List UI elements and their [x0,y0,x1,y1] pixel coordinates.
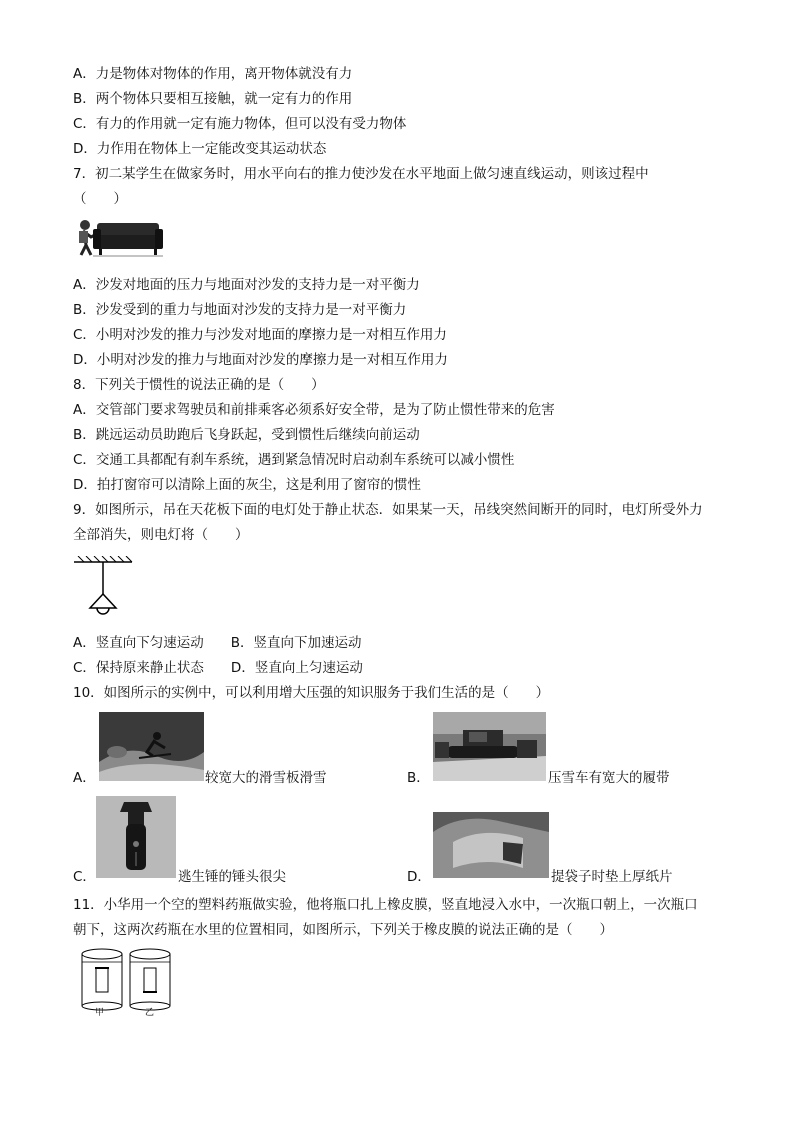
q10-option-d-letter: D． [407,869,431,885]
q7-option-c: C．小明对沙发的推力与沙发对地面的摩擦力是一对相互作用力 [73,327,447,343]
q9-options-row-1: A．竖直向下匀速运动 B．竖直向下加速运动 [73,635,362,651]
q9-options-row-2: C．保持原来静止状态 D．竖直向上匀速运动 [73,660,363,676]
q8-option-d: D．拍打窗帘可以清除上面的灰尘，这是利用了窗帘的惯性 [73,477,421,493]
q10-stem: 10．如图所示的实例中，可以利用增大压强的知识服务于我们生活的是（ ） [73,685,550,701]
label-yi: 乙 [145,1008,155,1018]
q11-stem-line-1: 11．小华用一个空的塑料药瓶做实验，他将瓶口扎上橡皮膜，竖直地浸入水中，一次瓶口朝上，一次瓶口 [73,897,698,913]
snow-groomer-photo [433,712,546,781]
q7-option-b: B．沙发受到的重力与地面对沙发的支持力是一对平衡力 [73,302,407,318]
label-jia: 甲 [95,1008,105,1018]
q10-option-c-text: 逃生锤的锤头很尖 [178,869,286,885]
q7-option-d: D．小明对沙发的推力与地面对沙发的摩擦力是一对相互作用力 [73,352,448,368]
sofa-push-illustration [75,215,165,263]
q8-option-a: A．交管部门要求驾驶员和前排乘客必须系好安全带，是为了防止惯性带来的危害 [73,402,555,418]
q9-stem-line-1: 9．如图所示，吊在天花板下面的电灯处于静止状态．如果某一天，吊线突然间断开的同时，电灯所受外力 [73,502,703,518]
q8-option-b: B．跳远运动员助跑后飞身跃起，受到惯性后继续向前运动 [73,427,420,443]
q7-stem-line-2: （ ） [73,191,127,207]
q6-option-b: B．两个物体只要相互接触，就一定有力的作用 [73,91,353,107]
q6-option-c: C．有力的作用就一定有施力物体，但可以没有受力物体 [73,116,407,132]
q10-option-b-text: 压雪车有宽大的履带 [548,770,670,786]
q9-stem-line-2: 全部消失，则电灯将（ ） [73,527,249,543]
q10-option-c-letter: C． [73,869,96,885]
q10-option-d-text: 提袋子时垫上厚纸片 [551,869,673,885]
skier-photo [99,712,204,781]
q8-stem: 8．下列关于惯性的说法正确的是（ ） [73,377,325,393]
q8-option-c: C．交通工具都配有刹车系统，遇到紧急情况时启动刹车系统可以减小惯性 [73,452,515,468]
q7-stem-line-1: 7．初二某学生在做家务时，用水平向右的推力使沙发在水平地面上做匀速直线运动，则该过程中 [73,166,649,182]
medicine-bottle-diagram [78,946,178,1026]
hanging-lamp-diagram [72,556,134,624]
q6-option-a: A．力是物体对物体的作用，离开物体就没有力 [73,66,353,82]
q6-option-d: D．力作用在物体上一定能改变其运动状态 [73,141,327,157]
q11-stem-line-2: 朝下，这两次药瓶在水里的位置相同，如图所示，下列关于橡皮膜的说法正确的是（ ） [73,922,613,938]
escape-hammer-photo [96,796,176,878]
q10-option-a-text: 较宽大的滑雪板滑雪 [205,770,327,786]
bag-handle-photo [433,812,549,878]
q7-option-a: A．沙发对地面的压力与地面对沙发的支持力是一对平衡力 [73,277,420,293]
q10-option-a-letter: A． [73,770,96,786]
q10-option-b-letter: B． [407,770,430,786]
